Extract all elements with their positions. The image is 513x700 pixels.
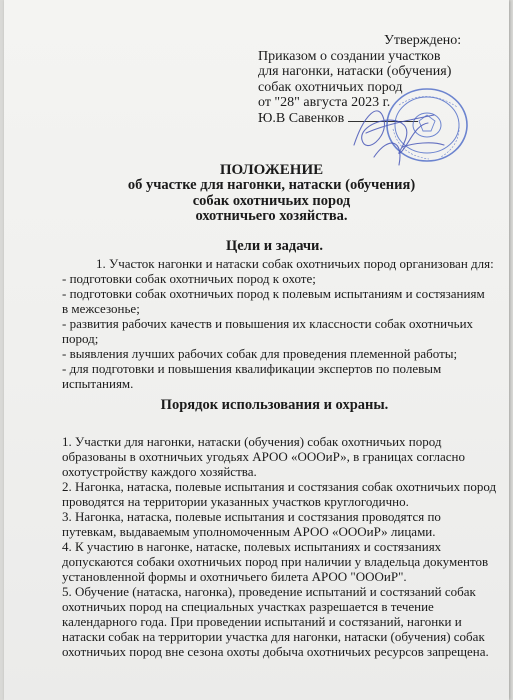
approval-line-3: собак охотничьих пород — [258, 79, 403, 95]
goals-section — [62, 256, 492, 391]
order-section — [62, 434, 497, 659]
goals-item: - выявления лучших рабочих собак для проведения племенной работы; — [62, 346, 458, 361]
goals-item: - подготовки собак охотничьих пород к охоте; — [62, 271, 316, 286]
goals-heading: Цели и задачи. — [225, 238, 324, 254]
goals-item: - подготовки собак охотничьих пород к полевым испытаниям и состязаниям в межсезонье; — [62, 286, 485, 316]
title-sub-3: охотничьего хозяйства. — [195, 208, 348, 224]
title-sub-1: об участке для нагонки, натаски (обучения) — [127, 177, 416, 193]
title-main: ПОЛОЖЕНИЕ — [219, 162, 324, 178]
approval-line-2: для нагонки, натаски (обучения) — [258, 64, 452, 79]
goals-lead: 1. Участок нагонки и натаски собак охотничьих пород организован для: — [96, 256, 494, 271]
order-heading: Порядок использования и охраны. — [160, 397, 389, 413]
goals-item: - для подготовки и повышения квалификации экспертов по полевым испытаниям. — [62, 361, 442, 391]
document-title — [4, 162, 509, 225]
order-item: 2. Нагонка, натаска, полевые испытания и состязания собак охотничьих пород проводятся на территории указанных участков круглогодично. — [62, 479, 497, 509]
approval-heading: Утверждено: — [384, 33, 462, 48]
order-item: 3. Нагонка, натаска, полевые испытания и состязания проводятся по путевкам, выдаваемым уполномоченным АРОО «ОООиР» лицами. — [62, 509, 441, 539]
order-item: 4. К участию в нагонке, натаске, полевых испытаниях и состязаниях допускаются собаки охотничьих пород при наличии у владельца документов установленной формы и охотничьего билета АРОО "ОООиР". — [62, 539, 489, 584]
title-sub-2: собак охотничьих пород — [192, 192, 351, 209]
approval-line-1: Приказом о создании участков — [258, 48, 441, 64]
order-item: 1. Участки для нагонки, натаски (обучения) собак охотничьих пород образованы в охотничьих угодьях АРОО «ОООиР», в границах согласно охотустройству каждого хозяйства. — [62, 434, 465, 479]
order-item: 5. Обучение (натаска, нагонка), проведение испытаний и состязаний собак охотничьих пород на специальных участках разрешается в течение календарного года. При проведении испытаний и состязаний, нагонки и натаски собак на территории участка для нагонки, натаски (обучения) собак охотничьих пород вне сезона охоты добыча охотничьих ресурсов запрещена. — [62, 584, 489, 659]
goals-item: - развития рабочих качеств и повышения их классности собак охотничьих пород; — [62, 316, 474, 346]
document-page — [4, 0, 509, 700]
approval-line-4: от "28" августа 2023 г. — [258, 95, 391, 110]
approver-name: Ю.В Савенков — [258, 110, 345, 126]
